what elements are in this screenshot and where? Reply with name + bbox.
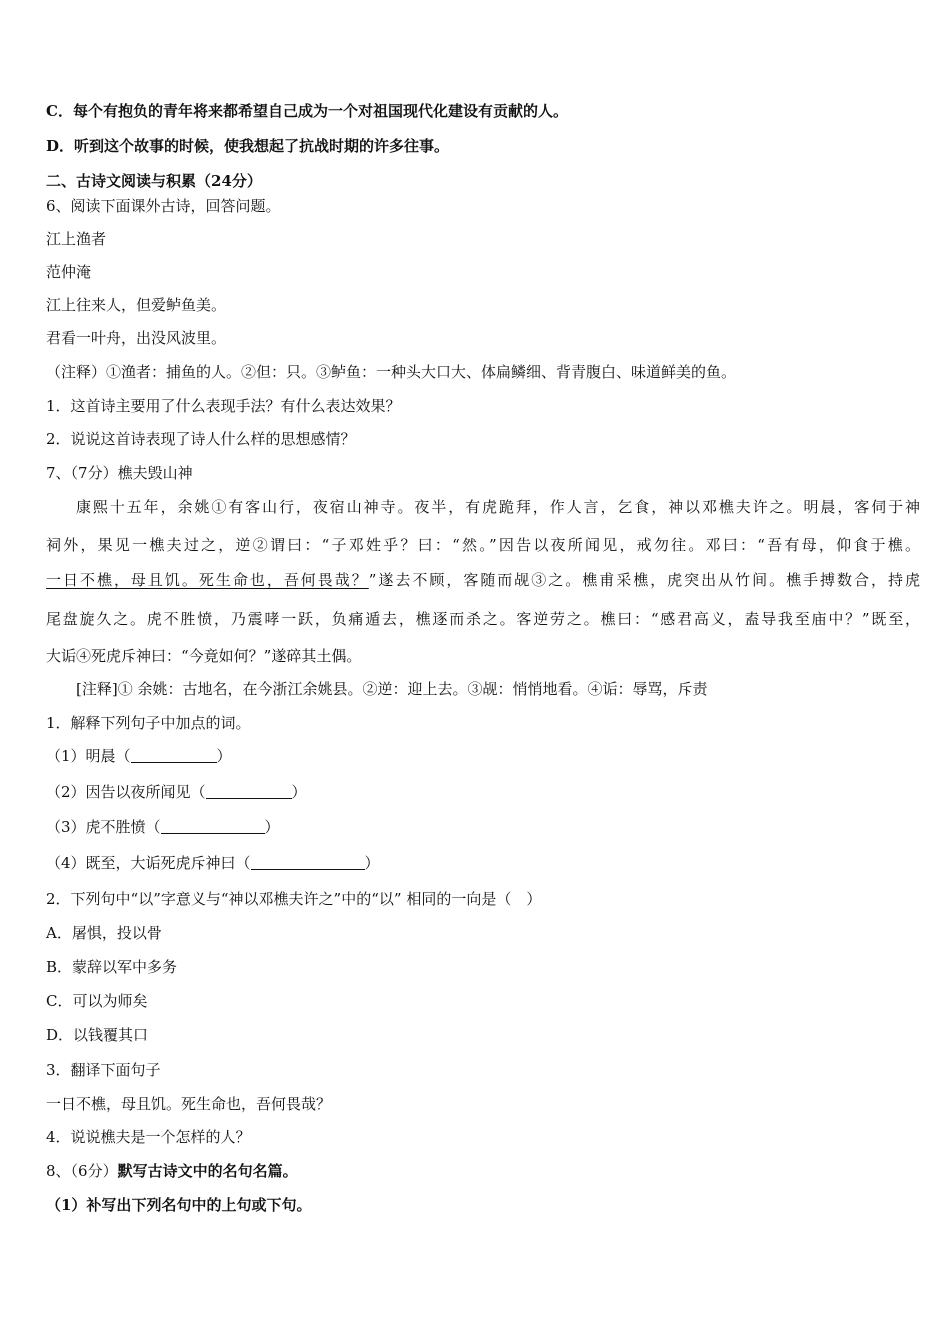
poem-title: 江上渔者 — [46, 230, 107, 248]
translate-sentence: 一日不樵，母且饥。死生命也，吾何畏哉？ — [46, 1095, 332, 1113]
passage-line-2: 祠外，果见一樵夫过之，逆②谓曰：“子邓姓乎？曰：“然。”因告以夜所闻见，戒勿往。邓曰：“吾有母，仰食于樵。 — [46, 536, 920, 554]
passage-note: [注释]① 余姚：古地名，在今浙江余姚县。②逆：迎上去。③觇：悄悄地看。④诟：辱骂，斥责 — [76, 680, 708, 698]
q7-prompt: 7、（7分）樵夫毁山神 — [46, 464, 193, 482]
section-heading: 二、古诗文阅读与积累（24分） — [46, 172, 262, 190]
fill-item-4-close: ） — [364, 854, 380, 872]
passage-line-5: 大诟④死虎斥神曰：“今竟如何？”遂碎其土偶。 — [46, 647, 362, 665]
fill-item-3-close: ） — [264, 818, 280, 836]
fill-item-4-label: （4）既至，大诟死虎斥神曰（ — [46, 854, 251, 872]
answer-blank-3[interactable] — [161, 819, 265, 834]
q8-title: 默写古诗文中的名句名篇。 — [117, 1162, 298, 1180]
option-b: B．蒙辞以军中多务 — [46, 958, 178, 976]
option-a: A．屠惧，投以骨 — [46, 924, 162, 942]
option-d: D．以钱覆其口 — [46, 1026, 149, 1044]
q7-sub3: 3．翻译下面句子 — [46, 1061, 161, 1079]
fill-item-3-label: （3）虎不胜愤（ — [46, 818, 161, 836]
q7-sub4: 4．说说樵夫是一个怎样的人？ — [46, 1128, 251, 1146]
poem-line-1: 江上往来人，但爱鲈鱼美。 — [46, 296, 227, 314]
option-c: C．可以为师矣 — [46, 992, 148, 1010]
fill-item-2-close: ） — [291, 783, 307, 801]
answer-blank-1[interactable] — [131, 748, 217, 763]
passage-line-1: 康熙十五年，余姚①有客山行，夜宿山神寺。夜半，有虎跪拜，作人言，乞食，神以邓樵夫许之。明晨，客伺于神 — [76, 498, 920, 516]
q7-sub1: 1．解释下列句子中加点的词。 — [46, 714, 251, 732]
option-c-prev: C．每个有抱负的青年将来都希望自己成为一个对祖国现代化建设有贡献的人。 — [46, 102, 568, 120]
q8-prefix: 8、（6分） — [46, 1162, 118, 1180]
fill-item-3 — [46, 817, 920, 837]
q7-sub2: 2．下列句中“以”字意义与“神以邓樵夫许之”中的“以” 相同的一向是（ ） — [46, 890, 542, 908]
q8-prompt — [46, 1161, 920, 1181]
passage-line-4: 尾盘旋久之。虎不胜愤，乃震哮一跃，负痛遁去，樵逐而杀之。客逆劳之。樵曰：“感君高义，盍导我至庙中？”既至， — [46, 610, 920, 628]
passage-line-3 — [46, 570, 920, 590]
fill-item-1-label: （1）明晨（ — [46, 747, 131, 765]
poem-note: （注释）①渔者：捕鱼的人。②但：只。③鲈鱼：一种头大口大、体扁鳞细、背青腹白、味道鲜美的鱼。 — [46, 363, 737, 381]
fill-item-2 — [46, 782, 920, 802]
q6-sub1: 1．这首诗主要用了什么表现手法？有什么表达效果？ — [46, 397, 401, 415]
fill-item-1 — [46, 746, 920, 766]
underlined-sentence: 一日不樵，母且饥。死生命也，吾何畏哉？ — [46, 571, 369, 589]
fill-item-2-label: （2）因告以夜所闻见（ — [46, 783, 206, 801]
poem-line-2: 君看一叶舟，出没风波里。 — [46, 329, 227, 347]
answer-blank-2[interactable] — [206, 784, 292, 799]
option-d-prev: D．听到这个故事的时候，使我想起了抗战时期的许多往事。 — [46, 137, 450, 155]
answer-blank-4[interactable] — [251, 855, 365, 870]
passage-line-3-rest: ”遂去不顾，客随而觇③之。樵甫采樵，虎突出从竹间。樵手搏数合，持虎 — [368, 571, 920, 589]
fill-item-4 — [46, 853, 920, 873]
poem-author: 范仲淹 — [46, 263, 92, 281]
fill-item-1-close: ） — [216, 747, 232, 765]
q6-sub2: 2．说说这首诗表现了诗人什么样的思想感情？ — [46, 430, 356, 448]
q8-sub1: （1）补写出下列名句中的上句或下句。 — [46, 1196, 312, 1214]
q6-prompt: 6、阅读下面课外古诗，回答问题。 — [46, 197, 281, 215]
